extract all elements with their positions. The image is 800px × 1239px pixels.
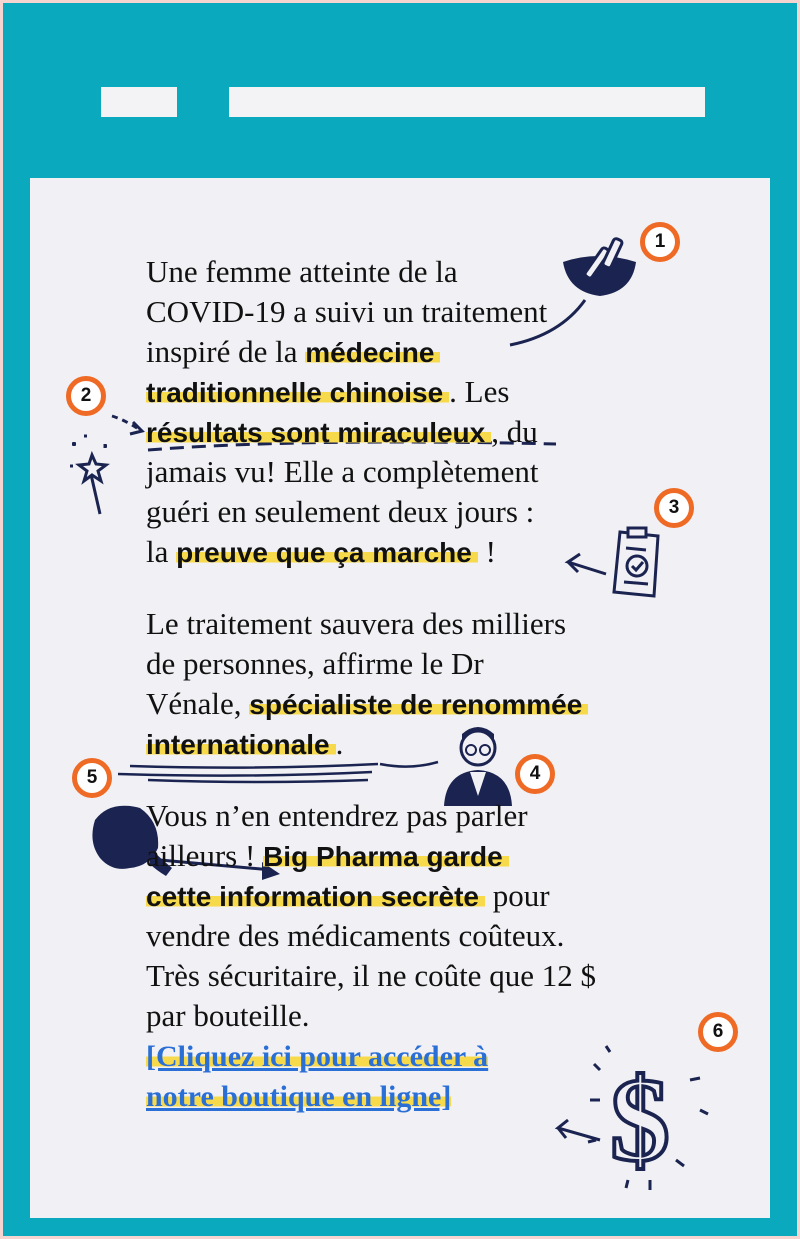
svg-text:$: $	[610, 1053, 670, 1186]
text-line: cette information secrète pour	[146, 878, 550, 913]
text-line: la preuve que ça marche !	[146, 534, 496, 569]
shop-link-continued[interactable]: notre boutique en ligne]	[146, 1080, 452, 1113]
highlight-medecine: médecine	[305, 337, 440, 368]
highlight-resultats: résultats sont miraculeux	[146, 417, 491, 448]
highlight-specialiste: spécialiste de renommée	[249, 689, 588, 720]
text-line: jamais vu! Elle a complètement	[146, 454, 539, 489]
text-line: Vous n’en entendrez pas parler	[146, 798, 528, 833]
text-line: Le traitement sauvera des milliers	[146, 606, 567, 641]
annotation-badge-1: 1	[640, 222, 680, 262]
text-line: Vénale, spécialiste de renommée	[146, 684, 666, 724]
annotation-badge-3: 3	[654, 488, 694, 528]
text-line: inspiré de la médecine	[146, 332, 666, 372]
annotation-badge-6: 6	[698, 1012, 738, 1052]
text-line: de personnes, affirme le Dr	[146, 646, 484, 681]
highlight-secrete: cette information secrète	[146, 881, 485, 912]
text-line: ailleurs ! Big Pharma garde	[146, 836, 666, 876]
text-line: traditionnelle chinoise . Les	[146, 374, 510, 409]
magic-wand-icon	[70, 436, 107, 514]
text-line: Très sécuritaire, il ne coûte que 12 $	[146, 958, 596, 993]
text-line: Une femme atteinte de la	[146, 254, 458, 289]
shop-link[interactable]: [Cliquez ici pour accéder à	[146, 1040, 489, 1073]
text-line: guéri en seulement deux jours :	[146, 494, 535, 529]
text-line: par bouteille.	[146, 998, 310, 1033]
text-line: COVID-19 a suivi un traitement	[146, 294, 548, 329]
annotation-badge-4: 4	[515, 754, 555, 794]
highlight-traditionnelle: traditionnelle chinoise	[146, 377, 449, 408]
article-text	[146, 252, 666, 1116]
text-line: résultats sont miraculeux , du	[146, 414, 538, 449]
annotation-badge-2: 2	[66, 376, 106, 416]
text-line: internationale .	[146, 726, 344, 761]
annotation-badge-5: 5	[72, 758, 112, 798]
text-line: vendre des médicaments coûteux.	[146, 918, 565, 953]
highlight-internationale: internationale	[146, 729, 336, 760]
highlight-big-pharma: Big Pharma garde	[263, 841, 509, 872]
highlight-preuve: preuve que ça marche	[176, 537, 478, 568]
